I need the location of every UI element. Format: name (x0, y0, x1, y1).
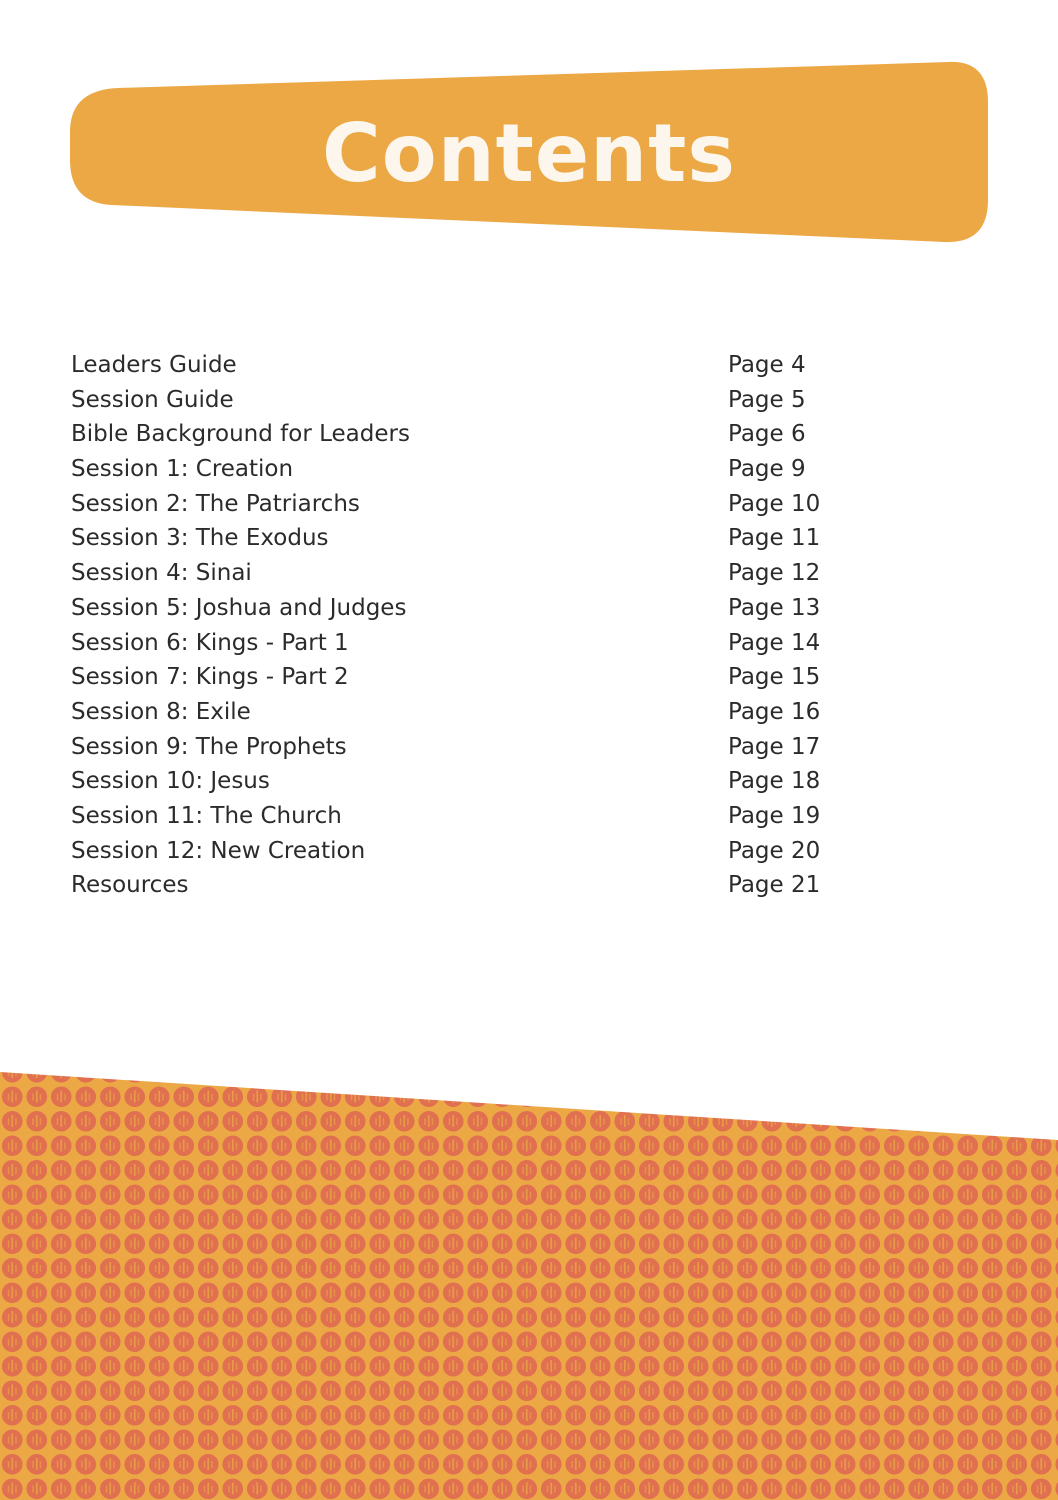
toc-entry-page: Page 12 (728, 560, 821, 587)
toc-entry-title: Session 1: Creation (71, 456, 294, 483)
toc-entry-title: Session 12: New Creation (71, 837, 366, 864)
dotted-pattern-icon (0, 1060, 1058, 1500)
toc-entry-page: Page 5 (728, 386, 806, 413)
toc-entry-title: Session 2: The Patriarchs (71, 490, 360, 517)
toc-entry-title: Session 5: Joshua and Judges (71, 594, 407, 621)
toc-entry (71, 383, 871, 418)
toc-entry-page: Page 20 (728, 837, 821, 864)
toc-entry (71, 834, 871, 869)
toc-entry-title: Session 11: The Church (71, 802, 342, 829)
toc-entry (71, 521, 871, 556)
toc-entry-page: Page 14 (728, 629, 821, 656)
toc-entry-title: Bible Background for Leaders (71, 421, 410, 448)
toc-entry-page: Page 10 (728, 490, 821, 517)
toc-entry-title: Session 8: Exile (71, 698, 251, 725)
toc-entry (71, 764, 871, 799)
toc-entry-title: Session 10: Jesus (71, 768, 270, 795)
toc-entry-page: Page 21 (728, 872, 821, 899)
toc-entry (71, 417, 871, 452)
toc-entry-page: Page 9 (728, 456, 806, 483)
table-of-contents (71, 348, 871, 903)
toc-entry-title: Session Guide (71, 386, 234, 413)
toc-entry (71, 487, 871, 522)
toc-entry-title: Session 3: The Exodus (71, 525, 329, 552)
toc-entry (71, 452, 871, 487)
toc-entry-page: Page 4 (728, 352, 806, 378)
toc-entry (71, 556, 871, 591)
toc-entry-title: Resources (71, 872, 189, 899)
toc-entry-page: Page 18 (728, 768, 821, 795)
page-title: Contents (322, 107, 736, 200)
toc-entry-page: Page 16 (728, 698, 821, 725)
toc-entry-title: Leaders Guide (71, 352, 237, 378)
toc-entry-page: Page 19 (728, 802, 821, 829)
toc-entry (71, 695, 871, 730)
toc-entry-title: Session 4: Sinai (71, 560, 252, 587)
toc-entry-page: Page 11 (728, 525, 821, 552)
toc-entry-title: Session 7: Kings - Part 2 (71, 664, 349, 691)
toc-entry-page: Page 15 (728, 664, 821, 691)
toc-entry (71, 591, 871, 626)
bottom-pattern (0, 1060, 1058, 1500)
toc-entry-title: Session 9: The Prophets (71, 733, 347, 760)
toc-entry-title: Session 6: Kings - Part 1 (71, 629, 349, 656)
toc-entry-page: Page 17 (728, 733, 821, 760)
toc-entry (71, 799, 871, 834)
toc-entry (71, 868, 871, 903)
toc-entry-page: Page 6 (728, 421, 806, 448)
header-banner (0, 0, 1058, 260)
toc-entry (71, 348, 871, 383)
toc-entry-page: Page 13 (728, 594, 821, 621)
toc-entry (71, 626, 871, 661)
toc-entry (71, 660, 871, 695)
toc-entry (71, 730, 871, 765)
